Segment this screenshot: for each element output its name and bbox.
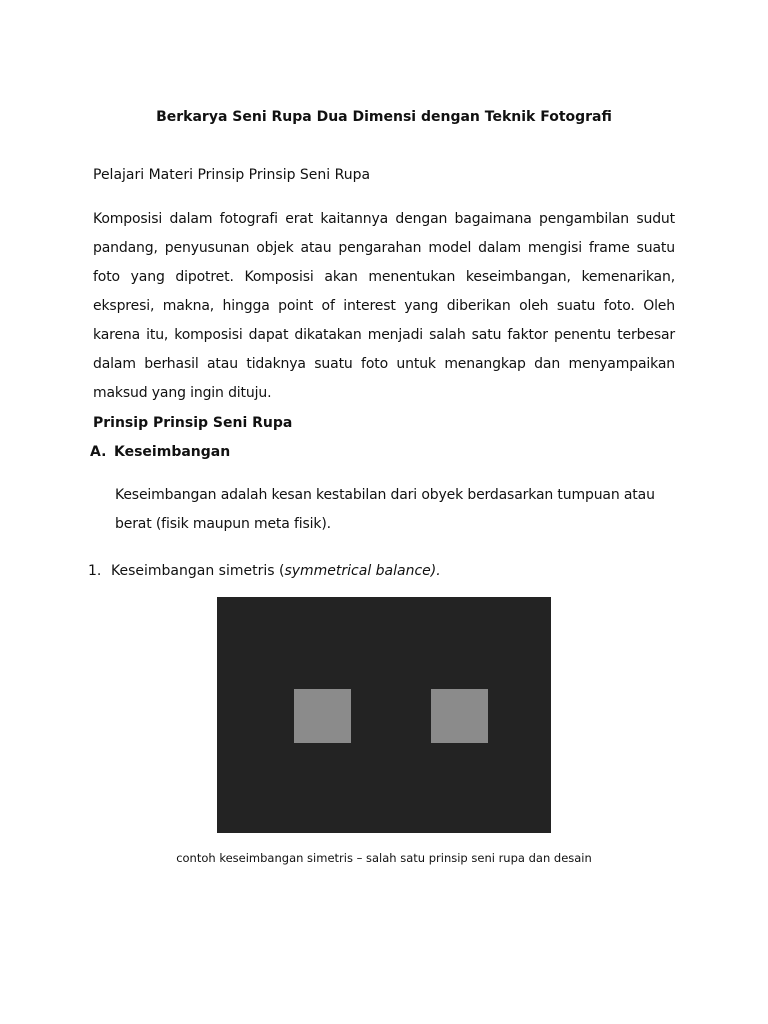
list-item [88,561,441,581]
list-item-italic-text: symmetrical balance). [284,563,441,579]
symmetry-figure [217,597,551,833]
subheading: Pelajari Materi Prinsip Prinsip Seni Rupa [93,167,371,183]
subsection-label: Keseimbangan [114,444,231,460]
list-item-text: Keseimbangan simetris ( [111,563,285,579]
right-square [431,689,488,743]
section-heading: Prinsip Prinsip Seni Rupa [93,415,293,431]
left-square [294,689,351,743]
document-title: Berkarya Seni Rupa Dua Dimensi dengan Teknik Fotografi [156,109,612,125]
list-item-marker: 1. [88,563,102,579]
subsection-heading [90,442,230,462]
subsection-marker: A. [90,444,107,460]
intro-paragraph: Komposisi dalam fotografi erat kaitannya dengan bagaimana pengambilan sudut pandang, penyusunan objek atau pengarahan model dalam mengisi frame suatu foto yang dipotret. Komposisi akan menentukan keseimbangan, kemenarikan, ekspresi, makna, hingga point of interest yang diberikan oleh suatu foto. Oleh karena itu, komposisi dapat dikatakan menjadi salah satu faktor penentu terbesar dalam berhasil atau tidaknya suatu foto untuk menangkap dan menyampaikan maksud yang ingin dituju. [93,211,675,401]
figure-caption: contoh keseimbangan simetris – salah satu prinsip seni rupa dan desain [176,851,592,865]
subsection-paragraph: Keseimbangan adalah kesan kestabilan dari obyek berdasarkan tumpuan atau berat (fisik maupun meta fisik). [115,487,655,532]
